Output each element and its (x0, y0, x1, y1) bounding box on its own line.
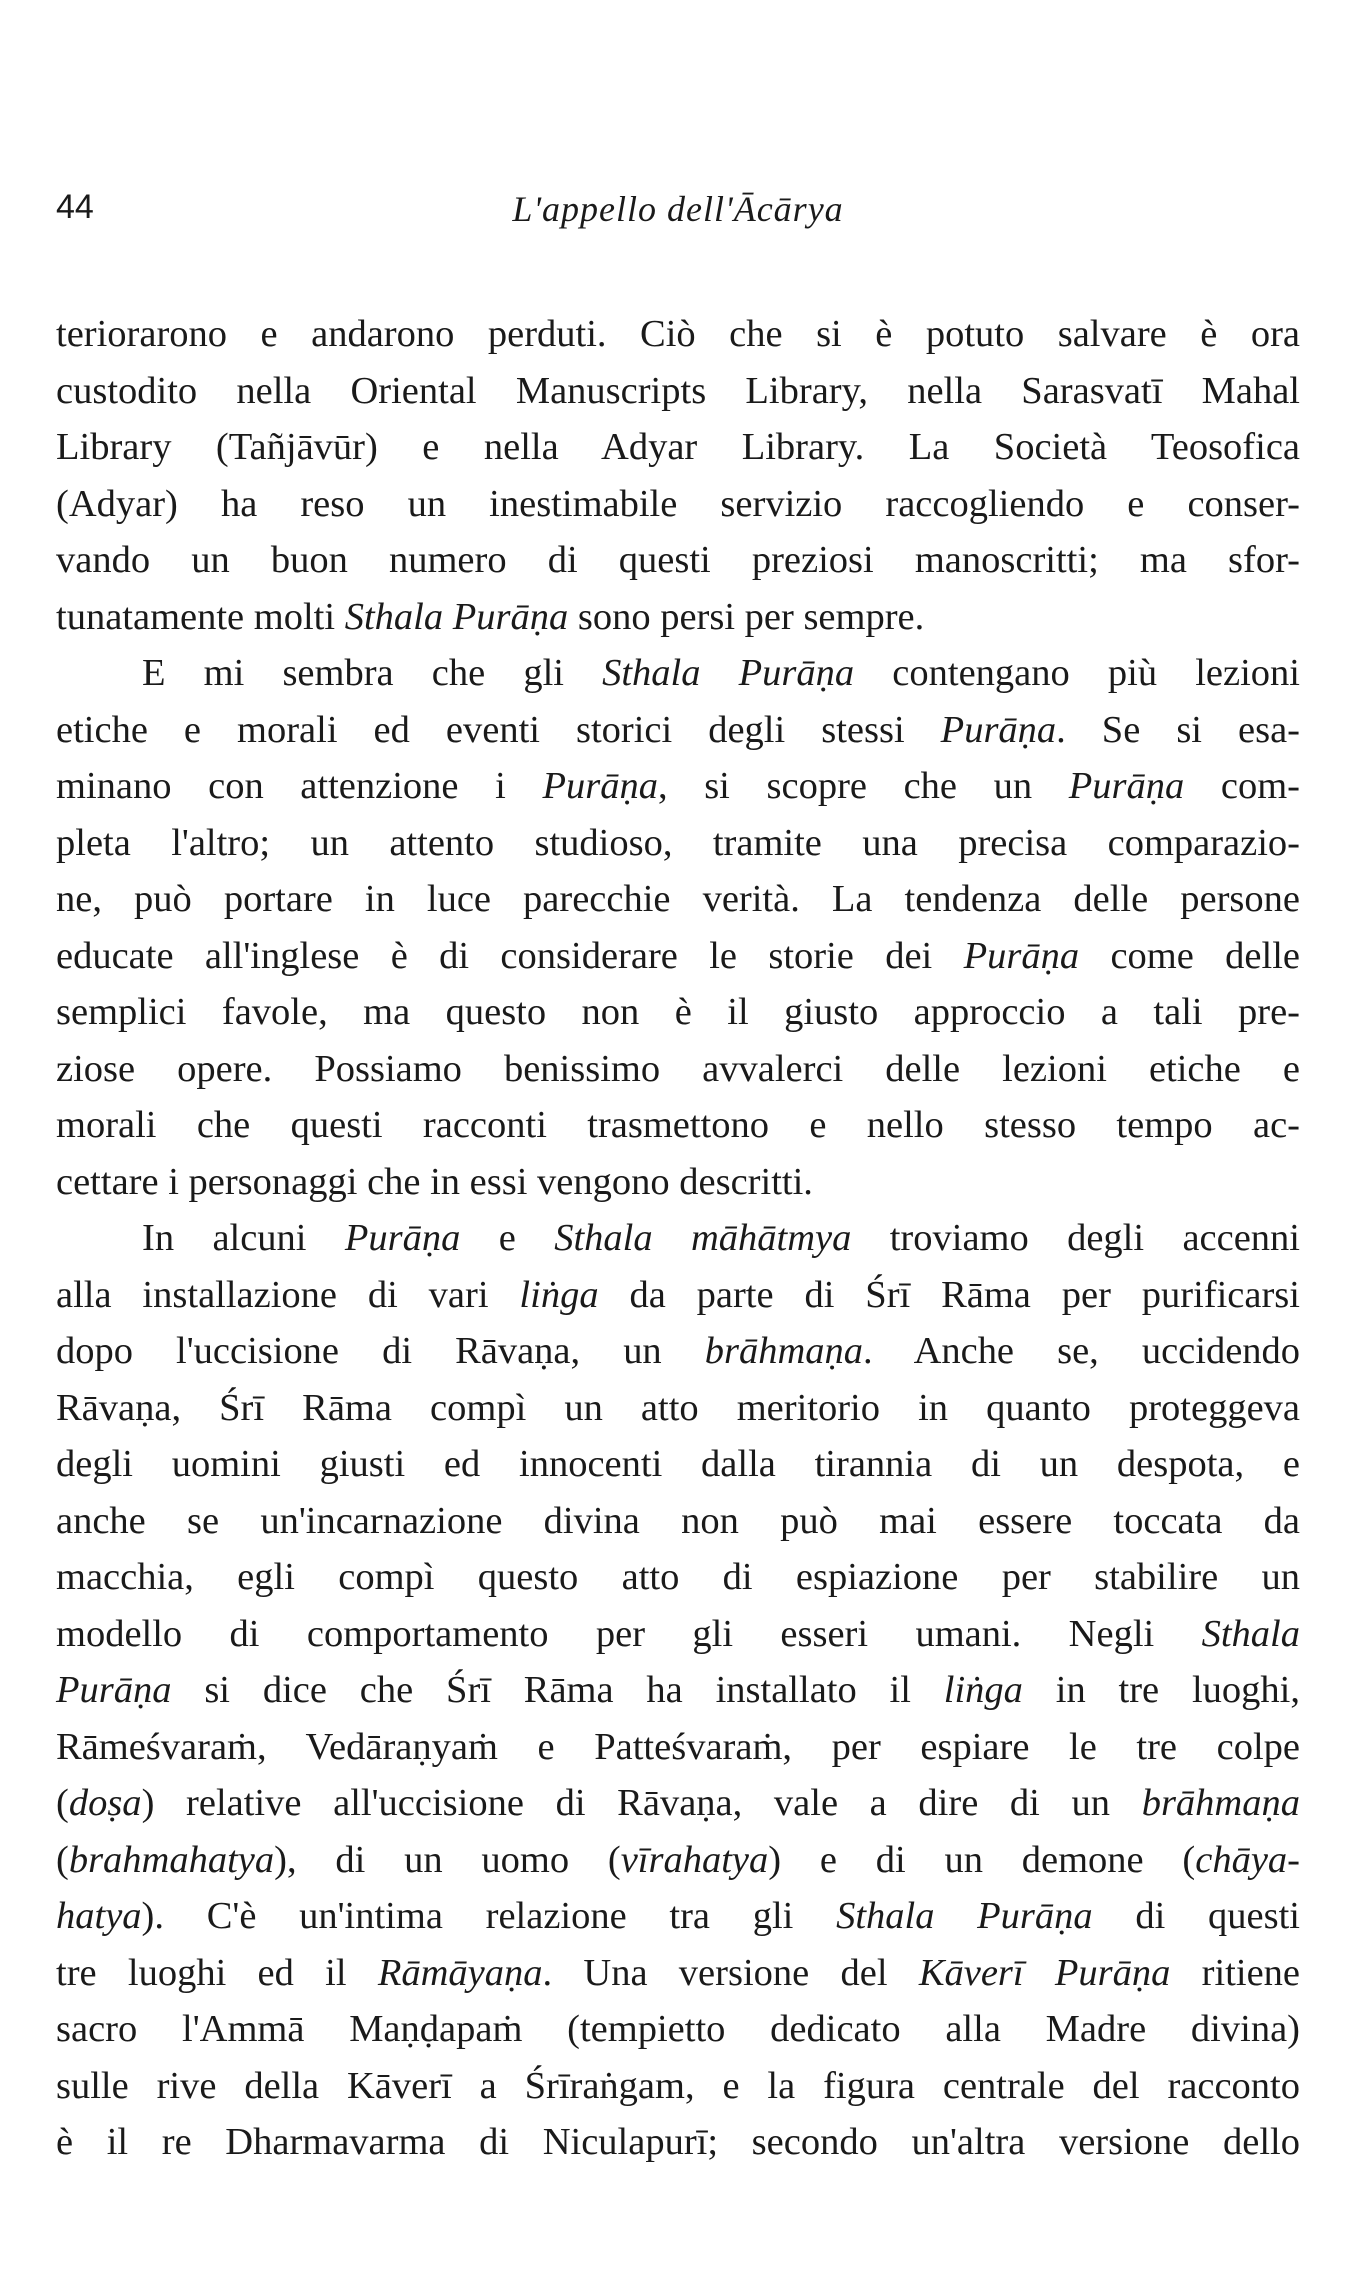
italic-term: liṅga (943, 1669, 1023, 1711)
text-run: In alcuni (142, 1217, 345, 1259)
text-line (56, 589, 1300, 646)
text-line (56, 1380, 1300, 1437)
text-line (56, 1775, 1300, 1832)
text-run: ziose opere. Possiamo benissimo avvalerci delle lezioni etiche e (56, 1047, 1300, 1090)
italic-term: Purāṇa (56, 1669, 172, 1711)
text-run: modello di comportamento per gli esseri umani. Negli (56, 1612, 1202, 1655)
text-line (56, 1041, 1300, 1098)
text-line (56, 702, 1300, 759)
italic-term: brahmahatya (68, 1838, 275, 1881)
text-line (56, 1888, 1300, 1945)
text-line (56, 1945, 1300, 2002)
text-line (56, 1436, 1300, 1493)
text-line (56, 1662, 1300, 1719)
text-line (56, 1832, 1300, 1889)
text-run: . Se si esa- (1056, 708, 1300, 751)
text-line (56, 984, 1300, 1041)
text-run: custodito nella Oriental Manuscripts Library, nella Sarasvatī Mahal (56, 369, 1300, 412)
text-line (56, 363, 1300, 420)
text-run: ) e di un demone ( (768, 1838, 1196, 1881)
text-run: educate all'inglese è di considerare le storie dei (56, 934, 964, 977)
italic-term: Sthala (1201, 1612, 1300, 1655)
paragraph (56, 1210, 1300, 2171)
italic-term: brāhmaṇa (1141, 1782, 1300, 1824)
italic-term: chāya- (1195, 1838, 1300, 1881)
text-run: , si scopre che un (657, 765, 1069, 807)
italic-term: Rāmāyaṇa (377, 1951, 543, 1994)
text-run: come delle (1079, 934, 1300, 977)
italic-term: Purāṇa (1068, 765, 1185, 807)
italic-term: Kāverī Purāṇa (918, 1951, 1171, 1994)
text-run: teriorarono e andarono perduti. Ciò che si è potuto salvare è ora (56, 313, 1300, 355)
text-run: alla installazione di vari (56, 1273, 520, 1316)
text-line (56, 1154, 1300, 1211)
italic-term: Sthala māhātmya (554, 1217, 852, 1259)
text-run: tunatamente molti (56, 595, 345, 638)
italic-term: doṣa (68, 1782, 142, 1824)
text-run: ( (56, 1782, 69, 1824)
text-line (56, 928, 1300, 985)
text-run: cettare i personaggi che in essi vengono descritti. (56, 1160, 813, 1203)
text-line (56, 1719, 1300, 1776)
text-line (56, 758, 1300, 815)
page-header (56, 188, 1300, 238)
text-run: è il re Dharmavarma di Niculapurī; secondo un'altra versione dello (56, 2121, 1300, 2163)
text-run: ( (56, 1838, 69, 1881)
text-run: morali che questi racconti trasmettono e nello stesso tempo ac- (56, 1104, 1300, 1146)
italic-term: Sthala Purāṇa (344, 595, 569, 638)
text-run: sacro l'Ammā Maṇḍapaṁ (tempietto dedicato alla Madre divina) (56, 2008, 1300, 2050)
text-run: sulle rive della Kāverī a Śrīraṅgam, e la figura centrale del racconto (56, 2064, 1300, 2107)
text-run: ), di un uomo ( (274, 1838, 621, 1881)
text-line (56, 306, 1300, 363)
text-line (56, 532, 1300, 589)
paragraph (56, 306, 1300, 645)
text-line (56, 476, 1300, 533)
text-line (56, 1097, 1300, 1154)
text-run: di questi (1092, 1895, 1300, 1937)
text-run: vando un buon numero di questi preziosi manoscritti; ma sfor- (56, 539, 1300, 581)
text-run: ritiene (1170, 1951, 1300, 1994)
text-run: degli uomini giusti ed innocenti dalla tirannia di un despota, e (56, 1443, 1300, 1485)
italic-term: Purāṇa (963, 934, 1080, 977)
text-run: da parte di Śrī Rāma per purificarsi (598, 1273, 1300, 1316)
text-run: pleta l'altro; un attento studioso, tramite una precisa comparazio- (56, 821, 1300, 864)
text-line (56, 2001, 1300, 2058)
italic-term: liṅga (519, 1273, 599, 1316)
italic-term: Purāṇa (940, 708, 1057, 751)
italic-term: Purāṇa (542, 765, 658, 807)
page-number: 44 (56, 188, 94, 226)
text-run: anche se un'incarnazione divina non può mai essere toccata da (56, 1499, 1300, 1542)
text-run: Rāmeśvaraṁ, Vedāraṇyaṁ e Patteśvaraṁ, per espiare le tre colpe (56, 1725, 1300, 1768)
italic-term: Sthala Purāṇa (602, 652, 855, 694)
text-line (56, 2114, 1300, 2171)
text-run: etiche e morali ed eventi storici degli stessi (56, 708, 941, 751)
text-line (56, 1493, 1300, 1550)
text-run: contengano più lezioni (854, 652, 1300, 694)
text-run: Rāvaṇa, Śrī Rāma compì un atto meritorio in quanto proteggeva (56, 1386, 1300, 1429)
text-run: semplici favole, ma questo non è il giusto approccio a tali pre- (56, 991, 1300, 1033)
running-title: L'appello dell'Ācārya (512, 189, 844, 229)
text-line (56, 645, 1300, 702)
text-line (56, 1549, 1300, 1606)
text-line (56, 1210, 1300, 1267)
italic-term: brāhmaṇa (704, 1330, 863, 1372)
text-run: si dice che Śrī Rāma ha installato il (171, 1669, 944, 1711)
text-line (56, 2058, 1300, 2115)
text-run: ) relative all'uccisione di Rāvaṇa, vale a dire di un (141, 1782, 1142, 1824)
italic-term: Purāṇa (344, 1217, 461, 1259)
text-run: in tre luoghi, (1022, 1669, 1300, 1711)
text-line (56, 815, 1300, 872)
text-run: minano con attenzione i (56, 765, 543, 807)
text-run: . Anche se, uccidendo (863, 1330, 1300, 1372)
text-run: ). C'è un'intima relazione tra gli (141, 1895, 837, 1937)
text-run: macchia, egli compì questo atto di espiazione per stabilire un (56, 1556, 1300, 1598)
text-run: tre luoghi ed il (56, 1951, 378, 1994)
text-run: com- (1184, 765, 1300, 807)
text-run: dopo l'uccisione di Rāvaṇa, un (56, 1330, 705, 1372)
text-run: e (460, 1217, 555, 1259)
paragraph (56, 645, 1300, 1210)
text-run: E mi sembra che gli (142, 652, 603, 694)
text-run: . Una versione del (542, 1951, 919, 1994)
text-line (56, 1267, 1300, 1324)
text-run: (Adyar) ha reso un inestimabile servizio raccogliendo e conser- (56, 482, 1300, 525)
text-run: ne, può portare in luce parecchie verità. La tendenza delle persone (56, 878, 1300, 920)
body-text (56, 306, 1300, 2171)
italic-term: hatya (56, 1895, 142, 1937)
italic-term: Sthala Purāṇa (836, 1895, 1093, 1937)
text-run: Library (Tañjāvūr) e nella Adyar Library. La Società Teosofica (56, 426, 1300, 468)
italic-term: vīrahatya (620, 1838, 769, 1881)
text-run: troviamo degli accenni (851, 1217, 1300, 1259)
text-line (56, 1323, 1300, 1380)
text-run: sono persi per sempre. (568, 595, 925, 638)
text-line (56, 871, 1300, 928)
text-line (56, 1606, 1300, 1663)
text-line (56, 419, 1300, 476)
